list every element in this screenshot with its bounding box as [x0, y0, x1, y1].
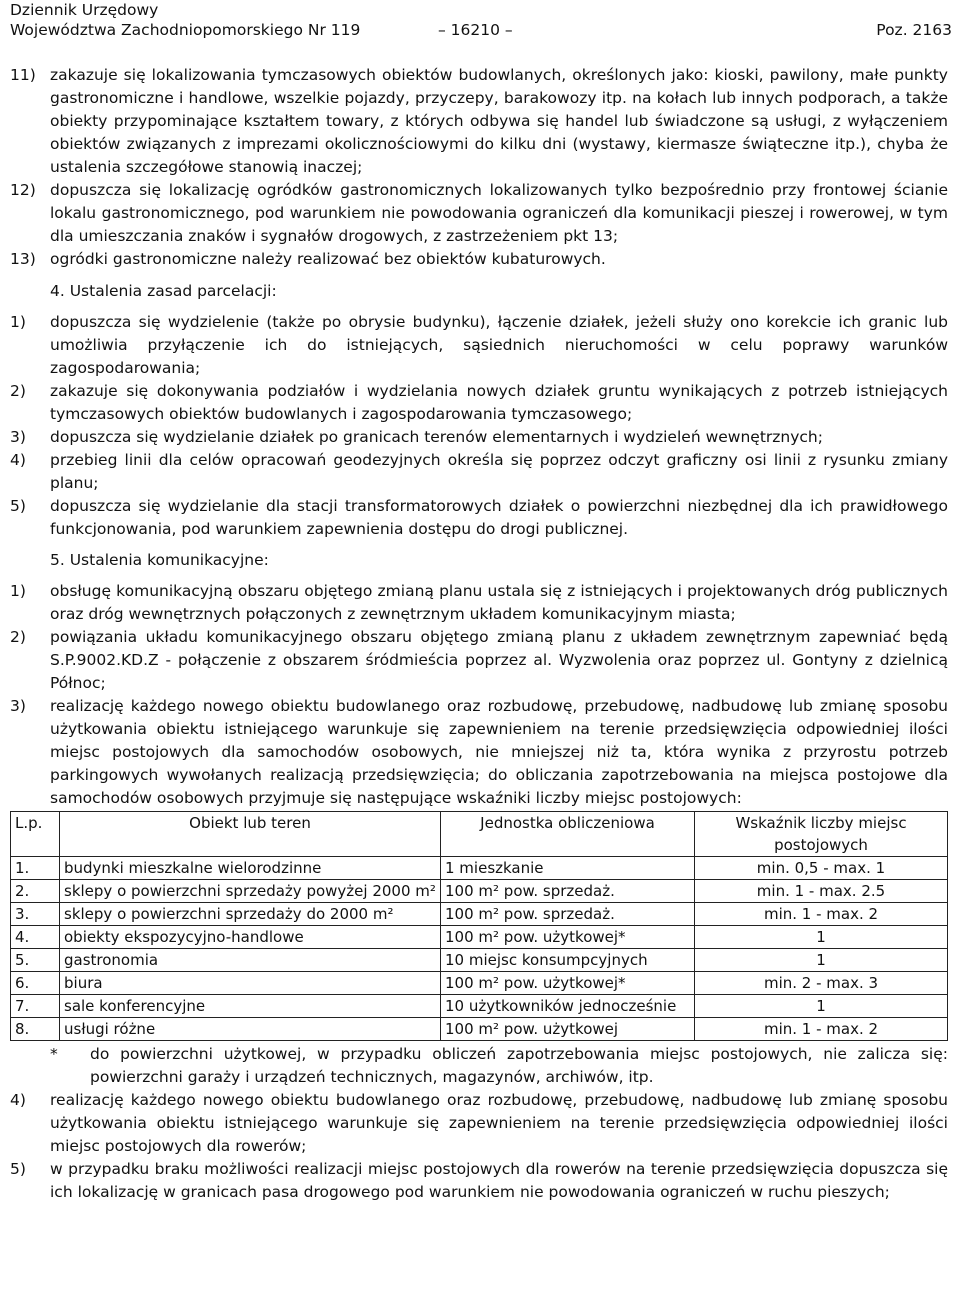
item-number: 5): [10, 497, 26, 515]
cell-indicator: min. 1 - max. 2: [695, 1018, 948, 1041]
page-header: [10, 0, 952, 40]
cell-lp: 7.: [11, 995, 60, 1018]
page-number: – 16210 –: [438, 21, 513, 39]
table-footnote: [10, 1043, 948, 1089]
cell-lp: 4.: [11, 926, 60, 949]
cell-lp: 5.: [11, 949, 60, 972]
cell-indicator: 1: [695, 926, 948, 949]
item-text: realizację każdego nowego obiektu budowlanego oraz rozbudowę, przebudowę, nadbudowę lub zmianę sposobu użytkowania obiektu istniejącego warunkuje się zapewnieniem na terenie przedsięwzięcia odpowiedniej ilości miejsc postojowych dla samochodów osobowych, nie mniejszej niż ta, która wynika z przyrostu potrzeb parkingowych wywołanych realizacją przedsięwzięcia; do obliczania zapotrzebowania na miejsca postojowe dla samochodów osobowych przyjmuje się następujące wskaźniki liczby miejsc postojowych:: [50, 697, 948, 807]
cell-object: biura: [60, 972, 441, 995]
table-row: [11, 880, 948, 903]
table-row: [11, 857, 948, 880]
item-number: 4): [10, 1091, 26, 1109]
column-header-object: Obiekt lub teren: [60, 812, 441, 857]
table-row: [11, 995, 948, 1018]
cell-indicator: 1: [695, 995, 948, 1018]
table-row: [11, 949, 948, 972]
cell-lp: 3.: [11, 903, 60, 926]
table-row: [11, 926, 948, 949]
list-item: [10, 495, 948, 541]
table-header-row: [11, 812, 948, 857]
cell-unit: 100 m² pow. użytkowej*: [441, 972, 695, 995]
list-item: [10, 64, 948, 179]
item-number: 4): [10, 451, 26, 469]
item-number: 3): [10, 697, 26, 715]
cell-indicator: 1: [695, 949, 948, 972]
cell-object: sklepy o powierzchni sprzedaży powyżej 2000 m²: [60, 880, 441, 903]
parking-norms-table: [10, 811, 948, 1041]
column-header-lp: L.p.: [11, 812, 60, 857]
cell-indicator: min. 1 - max. 2.5: [695, 880, 948, 903]
list-item: [10, 580, 948, 626]
table-row: [11, 972, 948, 995]
item-number: 12): [10, 181, 36, 199]
footnote-text: do powierzchni użytkowej, w przypadku obliczeń zapotrzebowania miejsc postojowych, nie zalicza się: powierzchni garaży i urządzeń technicznych, magazynów, archiwów, itp.: [90, 1045, 948, 1086]
item-text: realizację każdego nowego obiektu budowlanego oraz rozbudowę, przebudowę, nadbudowę lub zmianę sposobu użytkowania obiektu istniejącego warunkuje się zapewnieniem na terenie przedsięwzięcia odpowiedniej ilości miejsc postojowych dla rowerów;: [50, 1091, 948, 1155]
cell-lp: 8.: [11, 1018, 60, 1041]
cell-lp: 2.: [11, 880, 60, 903]
cell-unit: 100 m² pow. użytkowej*: [441, 926, 695, 949]
cell-object: usługi różne: [60, 1018, 441, 1041]
item-text: ogródki gastronomiczne należy realizować bez obiektów kubaturowych.: [50, 250, 606, 268]
list-item: [10, 426, 948, 449]
cell-unit: 1 mieszkanie: [441, 857, 695, 880]
list-item: [10, 179, 948, 248]
item-text: przebieg linii dla celów opracowań geodezyjnych określa się poprzez odczyt graficzny osi linii z rysunku zmiany planu;: [50, 451, 948, 492]
list-item: [10, 695, 948, 810]
item-number: 1): [10, 313, 26, 331]
item-text: obsługę komunikacyjną obszaru objętego zmianą planu ustala się z istniejących i projektowanych dróg publicznych oraz dróg wewnętrznych połączonych z zewnętrznym układem komunikacyjnym miasta;: [50, 582, 948, 623]
list-item: [10, 311, 948, 380]
cell-object: sale konferencyjne: [60, 995, 441, 1018]
cell-unit: 100 m² pow. sprzedaż.: [441, 880, 695, 903]
list-item: [10, 1089, 948, 1158]
item-text: zakazuje się lokalizowania tymczasowych obiektów budowlanych, określonych jako: kioski, pawilony, małe punkty gastronomiczne i handlowe, wszelkie pojazdy, przyczepy, barakowozy itp. na kołach lub innych podporach, a także obiekty przypominające kształtem towary, z których odbywa się handel lub świadczone są usługi, z wyłączeniem obiektów związanych z imprezami okolicznościowymi do kilku dni (wystawy, kiermasze świąteczne itp.), chyba że ustalenia szczegółowe stanowią inaczej;: [50, 66, 948, 176]
column-header-unit: Jednostka obliczeniowa: [441, 812, 695, 857]
cell-indicator: min. 1 - max. 2: [695, 903, 948, 926]
item-text: dopuszcza się lokalizację ogródków gastronomicznych lokalizowanych tylko bezpośrednio przy frontowej ścianie lokalu gastronomicznego, pod warunkiem nie powodowania ograniczeń dla komunikacji pieszej i rowerowej, w tym dla umieszczania znaków i sygnałów drogowych, z zastrzeżeniem pkt 13;: [50, 181, 948, 245]
item-text: dopuszcza się wydzielanie dla stacji transformatorowych działek o powierzchni niezbędnej dla ich prawidłowego funkcjonowania, pod warunkiem zapewnienia dostępu do drogi publicznej.: [50, 497, 948, 538]
cell-object: sklepy o powierzchni sprzedaży do 2000 m²: [60, 903, 441, 926]
footnote-mark: *: [50, 1045, 58, 1063]
column-header-indicator: Wskaźnik liczby miejsc postojowych: [695, 812, 948, 857]
item-number: 2): [10, 382, 26, 400]
list-item: [10, 248, 948, 271]
cell-lp: 6.: [11, 972, 60, 995]
cell-object: gastronomia: [60, 949, 441, 972]
table-row: [11, 1018, 948, 1041]
cell-object: obiekty ekspozycyjno-handlowe: [60, 926, 441, 949]
item-number: 13): [10, 250, 36, 268]
item-text: zakazuje się dokonywania podziałów i wydzielania nowych działek gruntu wynikających z potrzeb istniejących tymczasowych obiektów budowlanych i zagospodarowania tymczasowego;: [50, 382, 948, 423]
cell-lp: 1.: [11, 857, 60, 880]
cell-unit: 100 m² pow. użytkowej: [441, 1018, 695, 1041]
cell-unit: 10 miejsc konsumpcyjnych: [441, 949, 695, 972]
item-number: 1): [10, 582, 26, 600]
list-item: [10, 380, 948, 426]
cell-indicator: min. 2 - max. 3: [695, 972, 948, 995]
cell-unit: 10 użytkowników jednocześnie: [441, 995, 695, 1018]
list-item: [10, 1158, 948, 1204]
item-text: dopuszcza się wydzielenie (także po obrysie budynku), łączenie działek, jeżeli służy ono korekcie ich granic lub umożliwia przyłączenie ich do istniejących, sąsiednich nieruchomości w celu poprawy warunków zagospodarowania;: [50, 313, 948, 377]
item-number: 3): [10, 428, 26, 446]
item-text: w przypadku braku możliwości realizacji miejsc postojowych dla rowerów na terenie przedsięwzięcia dopuszcza się ich lokalizację w granicach pasa drogowego pod warunkiem nie powodowania ograniczeń w ruchu pieszych;: [50, 1160, 948, 1201]
cell-object: budynki mieszkalne wielorodzinne: [60, 857, 441, 880]
section-5-heading: 5. Ustalenia komunikacyjne:: [50, 551, 269, 569]
item-number: 5): [10, 1160, 26, 1178]
voivodeship-issue: Województwa Zachodniopomorskiego Nr 119: [10, 21, 361, 39]
cell-indicator: min. 0,5 - max. 1: [695, 857, 948, 880]
item-number: 11): [10, 66, 36, 84]
list-item: [10, 449, 948, 495]
item-number: 2): [10, 628, 26, 646]
section-4-heading: 4. Ustalenia zasad parcelacji:: [50, 282, 277, 300]
document-body: [10, 64, 948, 1204]
list-item: [10, 626, 948, 695]
table-row: [11, 903, 948, 926]
position-number: Poz. 2163: [876, 21, 952, 39]
cell-unit: 100 m² pow. sprzedaż.: [441, 903, 695, 926]
item-text: dopuszcza się wydzielanie działek po granicach terenów elementarnych i wydzieleń wewnętrznych;: [50, 428, 823, 446]
journal-title: Dziennik Urzędowy: [10, 1, 159, 19]
item-text: powiązania układu komunikacyjnego obszaru objętego zmianą planu z układem zewnętrznym zapewniać będą S.P.9002.KD.Z - połączenie z obszarem śródmieścia poprzez al. Wyzwolenia oraz poprzez ul. Gontyny z dzielnicą Północ;: [50, 628, 948, 692]
